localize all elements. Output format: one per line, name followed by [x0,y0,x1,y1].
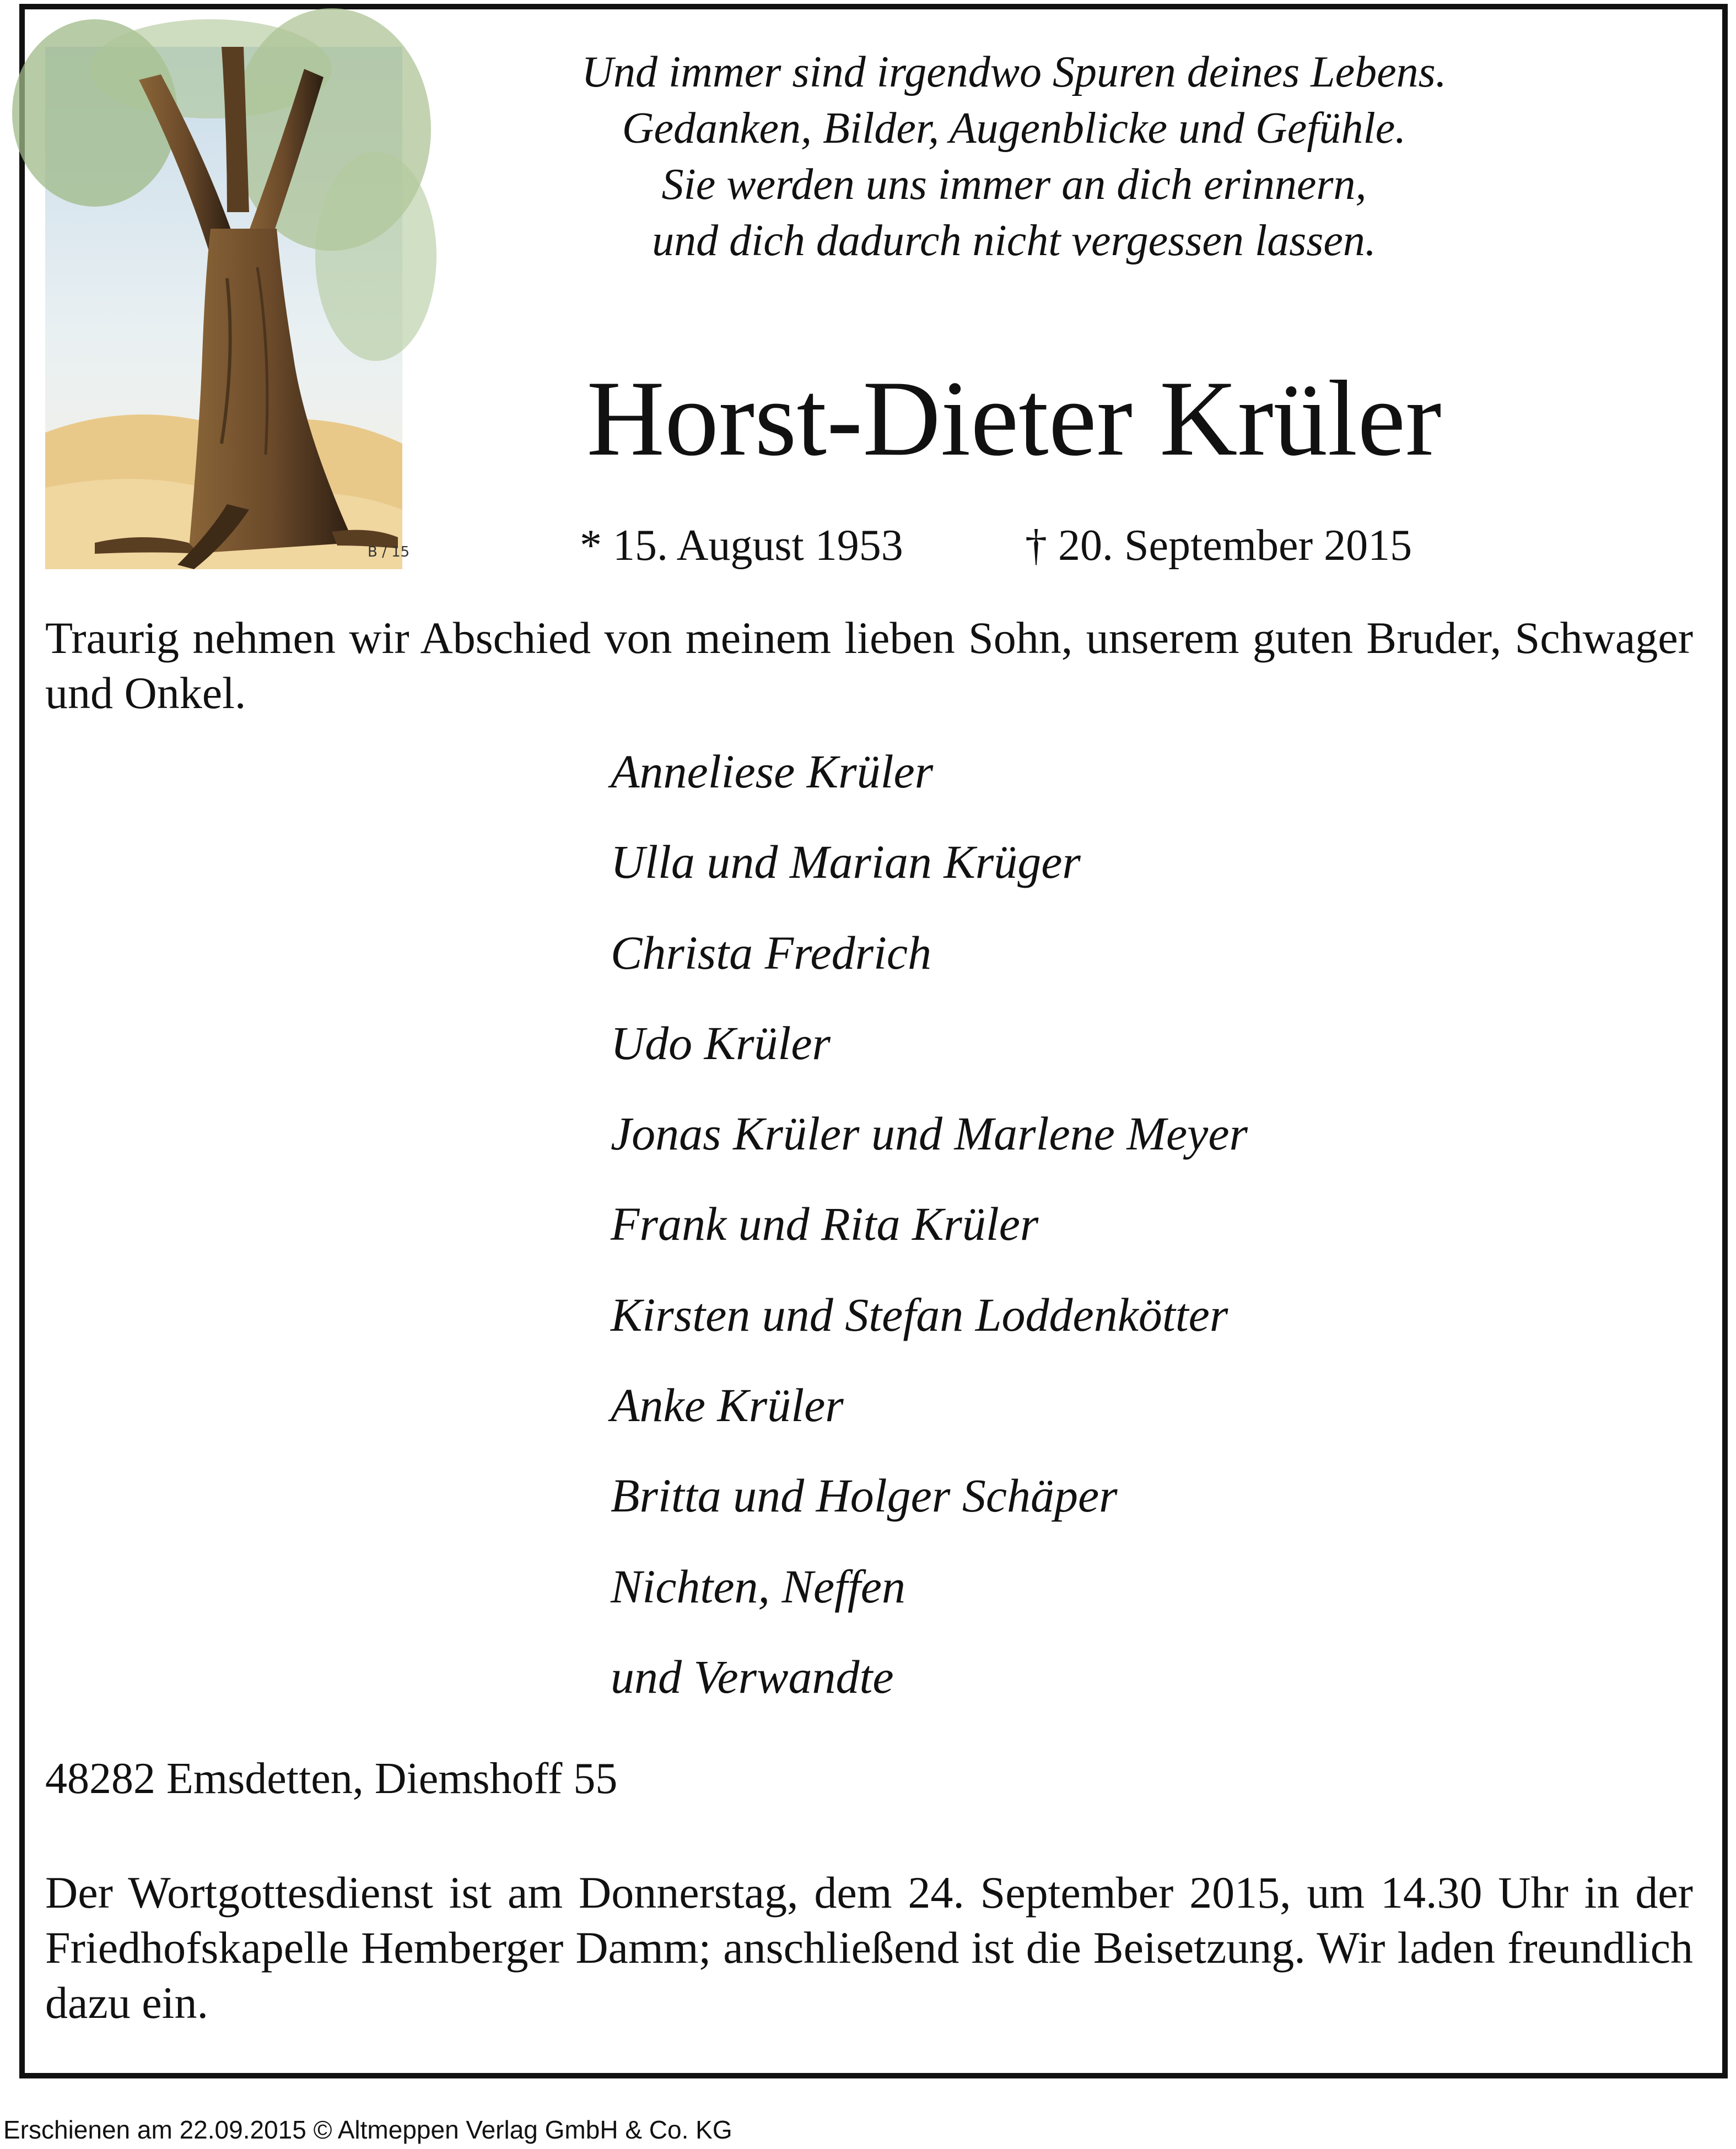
poem-line: und dich dadurch nicht vergessen lassen. [652,217,1376,265]
tree-illustration [45,47,410,569]
death-date: † 20. September 2015 [1025,521,1412,570]
poem [419,44,1609,269]
poem-line: Und immer sind irgendwo Spuren deines Lebens. [581,48,1447,96]
mourner-name: Udo Krüler [611,1016,831,1070]
publication-footer: Erschienen am 22.09.2015 © Altmeppen Verlag GmbH & Co. KG [3,2115,732,2144]
deceased-name: Horst-Dieter Krüler [586,359,1442,478]
mourner-name: Anke Krüler [611,1379,844,1432]
artist-signature: B / 15 [368,544,410,560]
mourner-name: Ulla und Marian Krüger [611,835,1081,889]
mourner-name: Frank und Rita Krüler [611,1197,1039,1251]
poem-line: Gedanken, Bilder, Augenblicke und Gefühle. [622,104,1406,153]
mourner-name: Britta und Holger Schäper [611,1469,1118,1522]
mourner-name: Christa Fredrich [611,926,932,979]
mourner-name: Kirsten und Stefan Loddenkötter [611,1288,1228,1341]
mourner-name: und Verwandte [611,1650,894,1703]
mourner-name: Anneliese Krüler [611,745,934,798]
tree-painting-icon [45,47,410,569]
poem-line: Sie werden uns immer an dich erinnern, [661,160,1367,209]
mourners-list [611,726,1248,1722]
address: 48282 Emsdetten, Diemshoff 55 [45,1754,618,1803]
birth-date: * 15. August 1953 [580,521,903,570]
service-notice: Der Wortgottesdienst ist am Donnerstag, dem 24. September 2015, um 14.30 Uhr in der Friedhofskapelle Hemberger Damm; anschließend ist die Beisetzung. Wir laden freundlich dazu ein. [45,1867,1693,2028]
mourner-name: Nichten, Neffen [611,1559,905,1613]
intro-text: Traurig nehmen wir Abschied von meinem lieben Sohn, unserem guten Bruder, Schwager und Onkel. [45,613,1693,718]
mourner-name: Jonas Krüler und Marlene Meyer [611,1107,1248,1160]
